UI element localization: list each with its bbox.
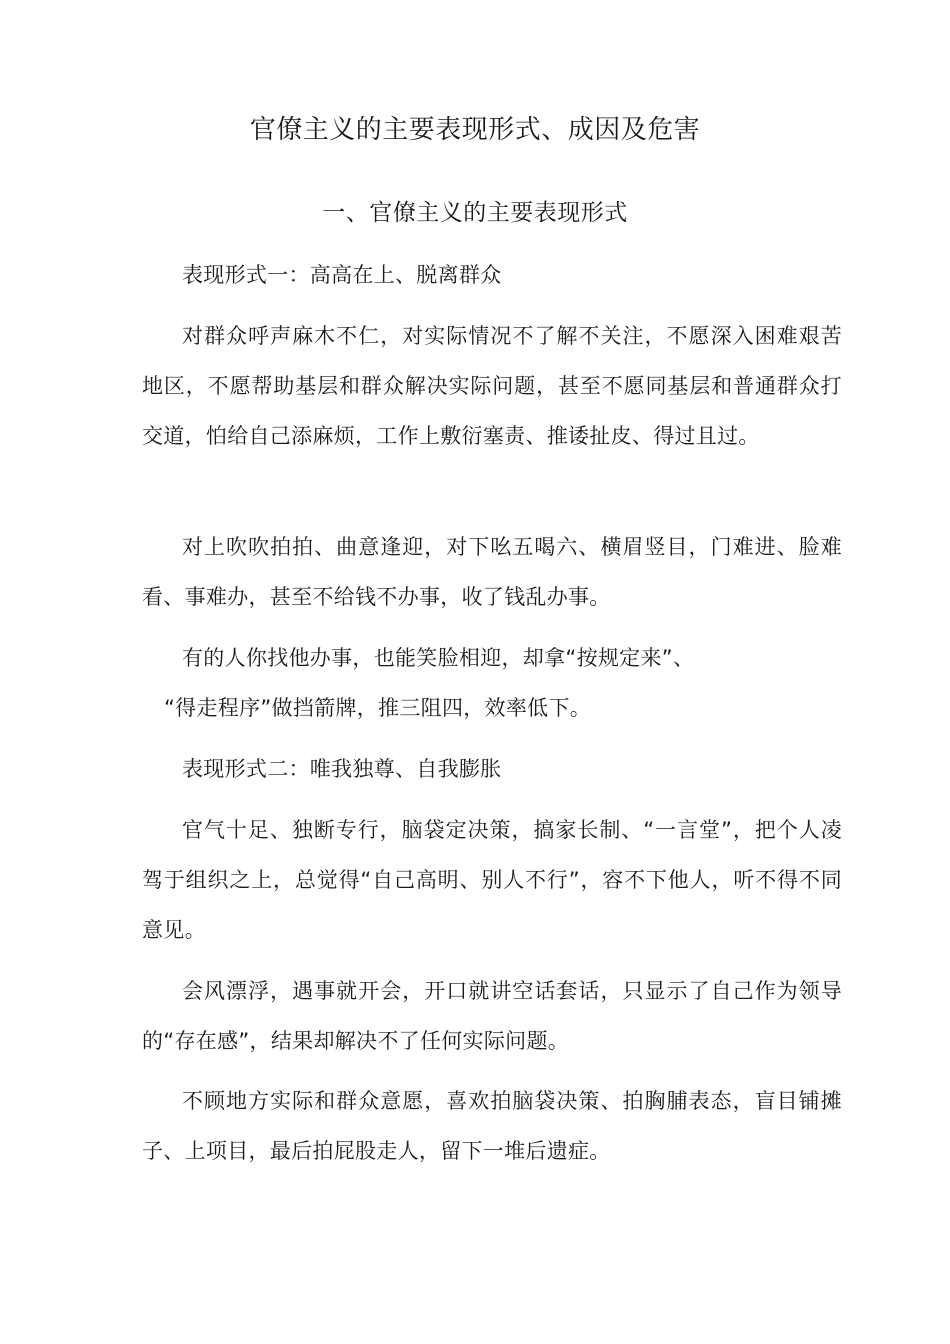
subheading-form-one: 表现形式一：高高在上、脱离群众 [182, 263, 502, 287]
paragraph [142, 633, 842, 733]
paragraph-line: “得走程序”做挡箭牌，推三阻四，效率低下。 [164, 696, 592, 720]
paragraph: 不顾地方实际和群众意愿，喜欢拍脑袋决策、拍胸脯表态，盲目铺摊子、上项目，最后拍屁股走人，留下一堆后遗症。 [142, 1089, 842, 1163]
section-heading: 一、官僚主义的主要表现形式 [322, 200, 628, 226]
paragraph: 对群众呼声麻木不仁，对实际情况不了解不关注，不愿深入困难艰苦地区，不愿帮助基层和群众解决实际问题，甚至不愿同基层和普通群众打交道，怕给自己添麻烦，工作上敷衍塞责、推诿扯皮、得过且过。 [142, 324, 842, 448]
subheading-form-two: 表现形式二：唯我独尊、自我膨胀 [182, 757, 502, 781]
paragraph-line: 有的人你找他办事，也能笑脸相迎，却拿“按规定来”、 [182, 646, 695, 670]
paragraph: 官气十足、独断专行，脑袋定决策，搞家长制、“一言堂”，把个人凌驾于组织之上，总觉得“自己高明、别人不行”，容不下他人，听不得不同意见。 [142, 818, 842, 942]
paragraph: 会风漂浮，遇事就开会，开口就讲空话套话，只显示了自己作为领导的“存在感”，结果却解决不了任何实际问题。 [142, 979, 842, 1053]
paragraph: 对上吹吹拍拍、曲意逢迎，对下吆五喝六、横眉竖目，门难进、脸难看、事难办，甚至不给钱不办事，收了钱乱办事。 [142, 535, 842, 609]
document-title: 官僚主义的主要表现形式、成因及危害 [249, 115, 701, 145]
